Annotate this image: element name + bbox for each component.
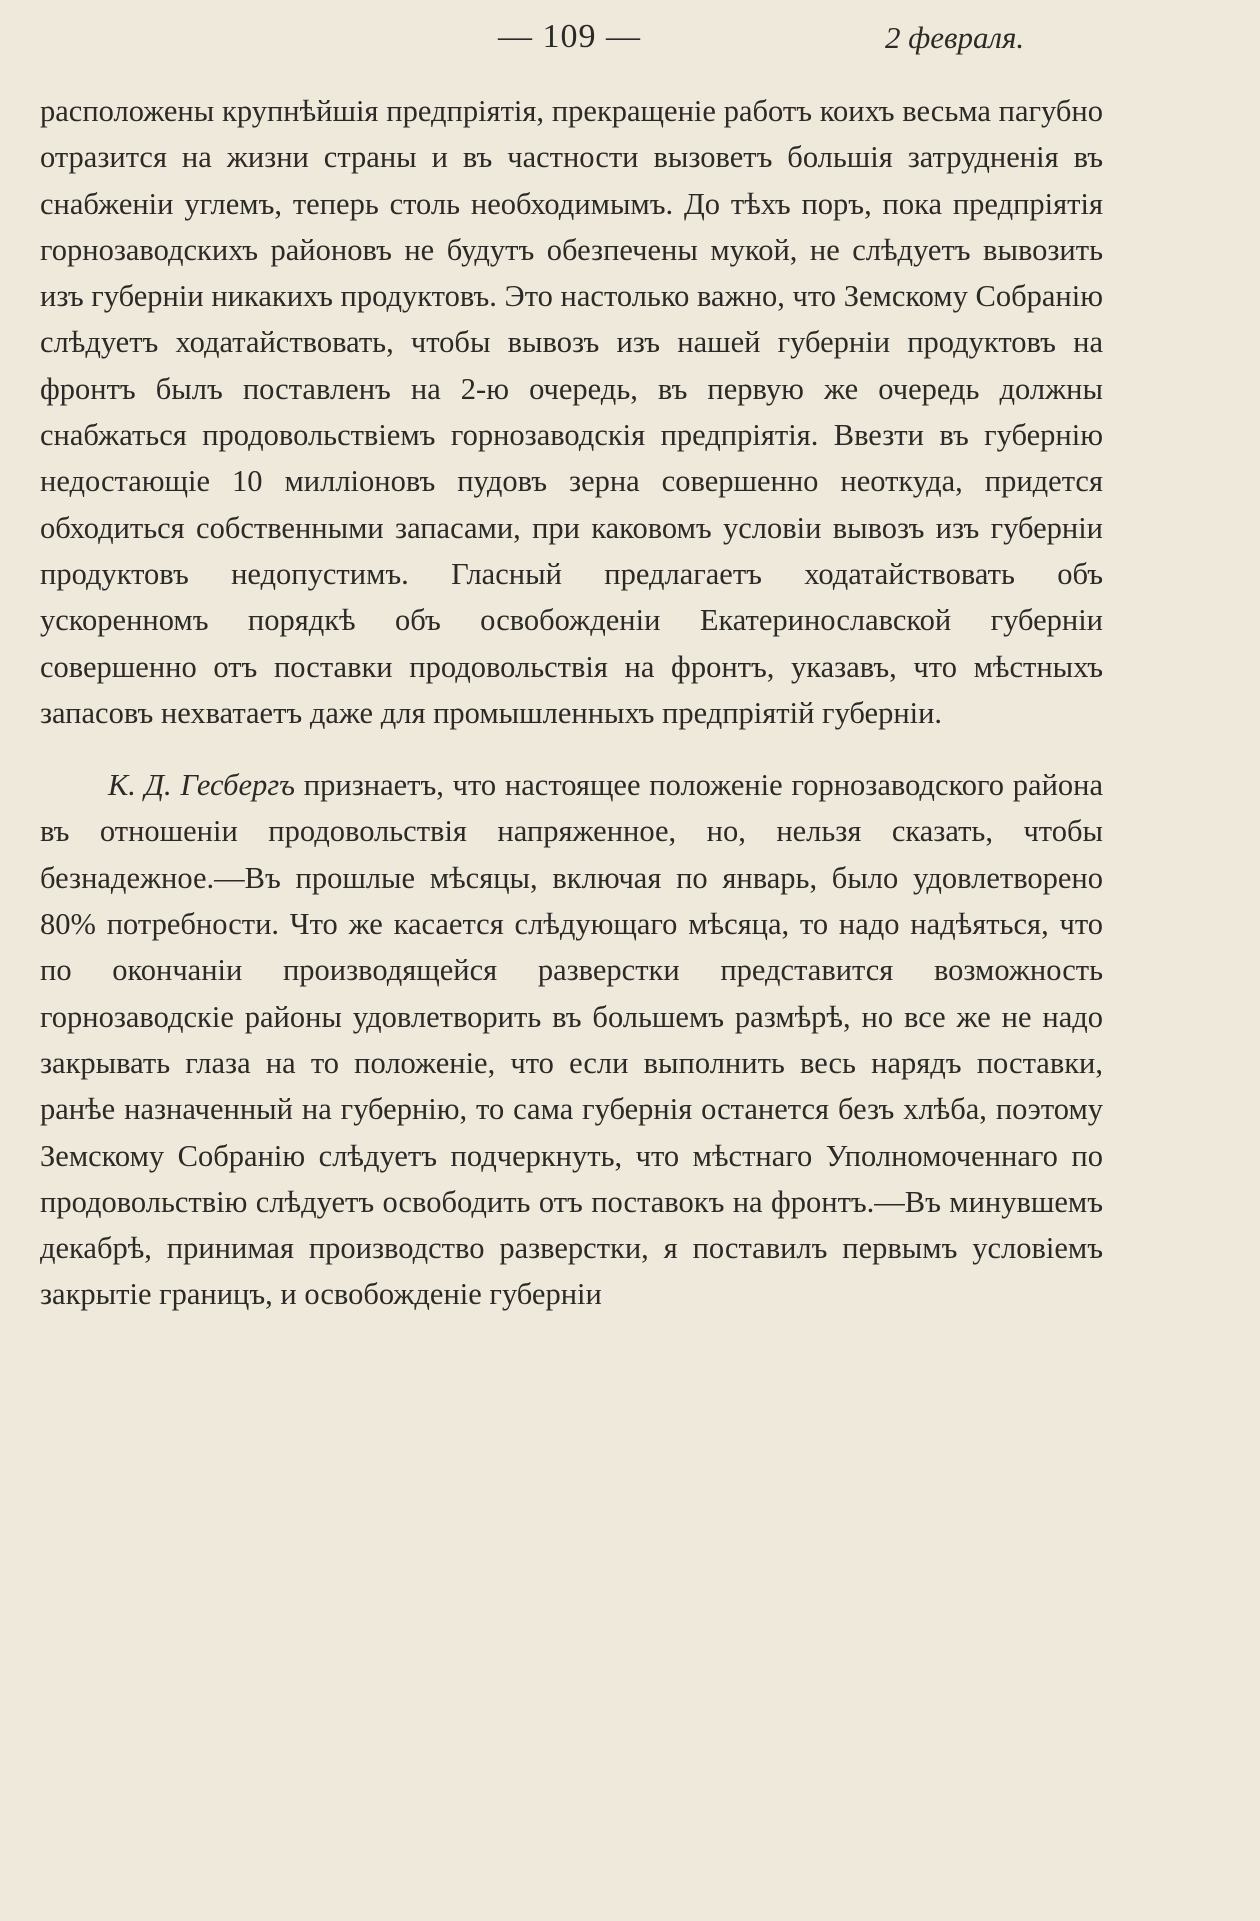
- running-head-date: 2 февраля.: [885, 20, 1025, 55]
- speaker-name: К. Д. Гесбергъ: [108, 768, 296, 803]
- body-text: [40, 88, 1103, 1318]
- page-number: — 109 —: [498, 18, 641, 55]
- paragraph-gesberg: [40, 762, 1103, 1318]
- page-header: [0, 18, 1260, 62]
- paragraph-continuation: расположены крупнѣйшія предпріятія, прекращеніе работъ коихъ весьма пагубно отразится на жизни страны и въ частности вызоветъ большія затрудненія въ снабженіи углемъ, теперь столь необходимымъ. До тѣхъ поръ, пока предпріятія горнозаводскихъ районовъ не будутъ обезпечены мукой, не слѣдуетъ вывозить изъ губерніи никакихъ продуктовъ. Это настолько важно, что Земскому Собранію слѣдуетъ ходатайствовать, чтобы вывозъ изъ нашей губерніи продуктовъ на фронтъ былъ поставленъ на 2-ю очередь, въ первую же очередь должны снабжаться продовольствіемъ горнозаводскія предпріятія. Ввезти въ губернію недостающіе 10 милліоновъ пудовъ зерна совершенно неоткуда, придется обходиться собственными запасами, при каковомъ условіи вывозъ изъ губерніи продуктовъ недопустимъ. Гласный предлагаетъ ходатайствовать объ ускоренномъ порядкѣ объ освобожденіи Екатеринославской губерніи совершенно отъ поставки продовольствія на фронтъ, указавъ, что мѣстныхъ запасовъ нехватаетъ даже для промышленныхъ предпріятій губерніи.: [40, 94, 1103, 730]
- paragraph-gesberg-text: признаетъ, что настоящее положеніе горнозаводского района въ отношеніи продовольствія напряженное, но, нельзя сказать, чтобы безнадежное.—Въ прошлые мѣсяцы, включая по январь, было удовлетворено 80% потребности. Что же касается слѣдующаго мѣсяца, то надо надѣяться, что по окончаніи производящейся разверстки представится возможность горнозаводскіе районы удовлетворить въ большемъ размѣрѣ, но все же не надо закрывать глаза на то положеніе, что если выполнить весь нарядъ поставки, ранѣе назначенный на губернію, то сама губернія останется безъ хлѣба, поэтому Земскому Собранію слѣдуетъ подчеркнуть, что мѣстнаго Уполномоченнаго по продовольствію слѣдуетъ освободить отъ поставокъ на фронтъ.—Въ минувшемъ декабрѣ, принимая производство разверстки, я поставилъ первымъ условіемъ закрытіе границъ, и освобожденіе губерніи: [40, 768, 1103, 1312]
